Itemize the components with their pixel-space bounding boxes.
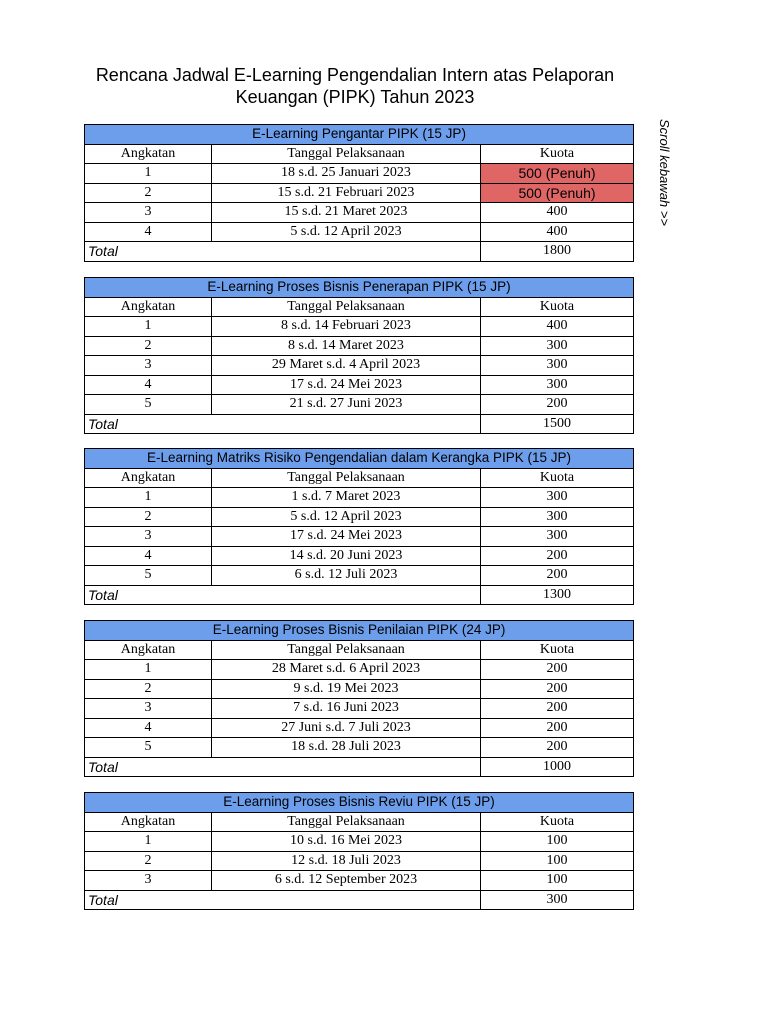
tanggal-cell: 27 Juni s.d. 7 Juli 2023 (212, 718, 481, 738)
tanggal-cell: 15 s.d. 21 Februari 2023 (212, 183, 481, 203)
table-row (85, 546, 634, 566)
kuota-cell: 300 (481, 356, 634, 376)
column-header-angkatan: Angkatan (85, 640, 212, 660)
kuota-cell: 200 (481, 699, 634, 719)
angkatan-cell: 5 (85, 738, 212, 758)
angkatan-cell: 3 (85, 871, 212, 891)
table-heading: E-Learning Matriks Risiko Pengendalian dalam Kerangka PIPK (15 JP) (85, 449, 634, 469)
column-header-tanggal: Tanggal Pelaksanaan (212, 812, 481, 832)
total-value: 1300 (481, 585, 634, 605)
title-line-1: Rencana Jadwal E-Learning Pengendalian Intern atas Pelaporan (95, 65, 615, 85)
angkatan-cell: 2 (85, 336, 212, 356)
kuota-cell: 200 (481, 566, 634, 586)
table-row (85, 699, 634, 719)
table-row (85, 738, 634, 758)
table-row (85, 507, 634, 527)
total-label: Total (85, 414, 481, 434)
kuota-cell: 200 (481, 660, 634, 680)
table-row (85, 566, 634, 586)
kuota-cell: 100 (481, 871, 634, 891)
angkatan-cell: 1 (85, 317, 212, 337)
kuota-cell: 300 (481, 488, 634, 508)
angkatan-cell: 4 (85, 375, 212, 395)
total-value: 1800 (481, 242, 634, 262)
tanggal-cell: 17 s.d. 24 Mei 2023 (212, 375, 481, 395)
tanggal-cell: 21 s.d. 27 Juni 2023 (212, 395, 481, 415)
column-header-kuota: Kuota (481, 812, 634, 832)
table-row (85, 203, 634, 223)
column-header-tanggal: Tanggal Pelaksanaan (212, 144, 481, 164)
angkatan-cell: 4 (85, 222, 212, 242)
table-row (85, 356, 634, 376)
angkatan-cell: 5 (85, 395, 212, 415)
kuota-cell: 100 (481, 851, 634, 871)
scroll-hint: Scroll kebawah >> (657, 119, 672, 226)
table-row (85, 317, 634, 337)
angkatan-cell: 1 (85, 832, 212, 852)
tanggal-cell: 17 s.d. 24 Mei 2023 (212, 527, 481, 547)
table-row (85, 395, 634, 415)
column-header-kuota: Kuota (481, 297, 634, 317)
kuota-cell: 400 (481, 222, 634, 242)
total-row (85, 890, 634, 910)
column-header-kuota: Kuota (481, 468, 634, 488)
table-row (85, 222, 634, 242)
tanggal-cell: 5 s.d. 12 April 2023 (212, 507, 481, 527)
table-row (85, 183, 634, 203)
tanggal-cell: 7 s.d. 16 Juni 2023 (212, 699, 481, 719)
tanggal-cell: 18 s.d. 28 Juli 2023 (212, 738, 481, 758)
kuota-full-cell: 500 (Penuh) (481, 183, 634, 203)
kuota-cell: 200 (481, 546, 634, 566)
angkatan-cell: 1 (85, 660, 212, 680)
angkatan-cell: 2 (85, 183, 212, 203)
angkatan-cell: 1 (85, 488, 212, 508)
kuota-cell: 200 (481, 718, 634, 738)
column-header-kuota: Kuota (481, 640, 634, 660)
kuota-cell: 200 (481, 679, 634, 699)
angkatan-cell: 5 (85, 566, 212, 586)
kuota-cell: 300 (481, 336, 634, 356)
schedule-table (84, 448, 634, 605)
tanggal-cell: 28 Maret s.d. 6 April 2023 (212, 660, 481, 680)
angkatan-cell: 3 (85, 699, 212, 719)
table-row (85, 488, 634, 508)
table-row (85, 527, 634, 547)
kuota-cell: 300 (481, 527, 634, 547)
schedule-table (84, 124, 634, 262)
table-heading-row (85, 621, 634, 641)
table-heading: E-Learning Proses Bisnis Reviu PIPK (15 JP) (85, 793, 634, 813)
table-row (85, 336, 634, 356)
column-header-angkatan: Angkatan (85, 812, 212, 832)
schedule-table (84, 620, 634, 777)
column-header-row (85, 640, 634, 660)
angkatan-cell: 2 (85, 851, 212, 871)
tanggal-cell: 10 s.d. 16 Mei 2023 (212, 832, 481, 852)
page-title (60, 64, 650, 108)
table-row (85, 871, 634, 891)
table-row (85, 718, 634, 738)
tanggal-cell: 29 Maret s.d. 4 April 2023 (212, 356, 481, 376)
tanggal-cell: 14 s.d. 20 Juni 2023 (212, 546, 481, 566)
tanggal-cell: 15 s.d. 21 Maret 2023 (212, 203, 481, 223)
table-row (85, 851, 634, 871)
total-value: 1500 (481, 414, 634, 434)
column-header-tanggal: Tanggal Pelaksanaan (212, 640, 481, 660)
kuota-cell: 300 (481, 507, 634, 527)
column-header-kuota: Kuota (481, 144, 634, 164)
table-row (85, 660, 634, 680)
total-row (85, 757, 634, 777)
kuota-cell: 200 (481, 738, 634, 758)
column-header-angkatan: Angkatan (85, 144, 212, 164)
table-row (85, 164, 634, 184)
title-line-2: Keuangan (PIPK) Tahun 2023 (235, 87, 475, 107)
column-header-row (85, 812, 634, 832)
angkatan-cell: 3 (85, 527, 212, 547)
kuota-full-cell: 500 (Penuh) (481, 164, 634, 184)
angkatan-cell: 2 (85, 507, 212, 527)
angkatan-cell: 3 (85, 356, 212, 376)
table-heading: E-Learning Proses Bisnis Penerapan PIPK (15 JP) (85, 278, 634, 298)
angkatan-cell: 4 (85, 546, 212, 566)
kuota-cell: 400 (481, 317, 634, 337)
column-header-tanggal: Tanggal Pelaksanaan (212, 297, 481, 317)
table-heading-row (85, 793, 634, 813)
kuota-cell: 300 (481, 375, 634, 395)
tanggal-cell: 9 s.d. 19 Mei 2023 (212, 679, 481, 699)
tanggal-cell: 8 s.d. 14 Februari 2023 (212, 317, 481, 337)
schedule-table (84, 277, 634, 434)
kuota-cell: 100 (481, 832, 634, 852)
kuota-cell: 200 (481, 395, 634, 415)
column-header-row (85, 144, 634, 164)
total-row (85, 242, 634, 262)
total-value: 1000 (481, 757, 634, 777)
column-header-angkatan: Angkatan (85, 297, 212, 317)
total-value: 300 (481, 890, 634, 910)
tanggal-cell: 5 s.d. 12 April 2023 (212, 222, 481, 242)
table-heading-row (85, 449, 634, 469)
total-label: Total (85, 757, 481, 777)
tanggal-cell: 6 s.d. 12 September 2023 (212, 871, 481, 891)
kuota-cell: 400 (481, 203, 634, 223)
column-header-row (85, 468, 634, 488)
total-label: Total (85, 585, 481, 605)
total-label: Total (85, 242, 481, 262)
table-heading: E-Learning Proses Bisnis Penilaian PIPK (24 JP) (85, 621, 634, 641)
column-header-row (85, 297, 634, 317)
table-row (85, 679, 634, 699)
tanggal-cell: 12 s.d. 18 Juli 2023 (212, 851, 481, 871)
column-header-tanggal: Tanggal Pelaksanaan (212, 468, 481, 488)
total-label: Total (85, 890, 481, 910)
table-row (85, 375, 634, 395)
angkatan-cell: 4 (85, 718, 212, 738)
angkatan-cell: 3 (85, 203, 212, 223)
angkatan-cell: 2 (85, 679, 212, 699)
table-heading-row (85, 125, 634, 145)
table-row (85, 832, 634, 852)
table-heading-row (85, 278, 634, 298)
schedule-table (84, 792, 634, 910)
table-heading: E-Learning Pengantar PIPK (15 JP) (85, 125, 634, 145)
tanggal-cell: 1 s.d. 7 Maret 2023 (212, 488, 481, 508)
tanggal-cell: 8 s.d. 14 Maret 2023 (212, 336, 481, 356)
column-header-angkatan: Angkatan (85, 468, 212, 488)
total-row (85, 414, 634, 434)
total-row (85, 585, 634, 605)
tanggal-cell: 6 s.d. 12 Juli 2023 (212, 566, 481, 586)
tanggal-cell: 18 s.d. 25 Januari 2023 (212, 164, 481, 184)
angkatan-cell: 1 (85, 164, 212, 184)
